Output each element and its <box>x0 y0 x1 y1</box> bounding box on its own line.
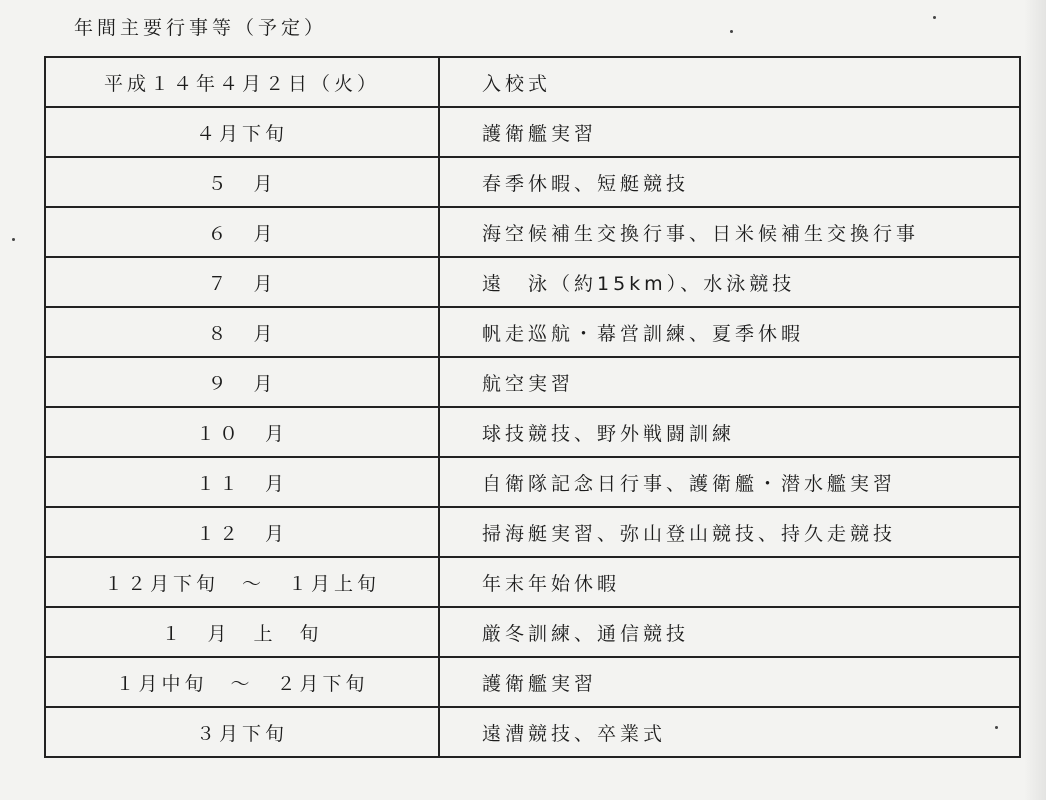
table-row <box>45 557 1020 607</box>
table-row <box>45 607 1020 657</box>
schedule-date: ８ 月 <box>45 307 439 357</box>
scan-speck <box>933 16 936 19</box>
schedule-event: 護衛艦実習 <box>439 657 1020 707</box>
page-title: 年間主要行事等（予定） <box>74 17 328 39</box>
schedule-event: 遠漕競技、卒業式 <box>439 707 1020 757</box>
schedule-date: １１ 月 <box>45 457 439 507</box>
schedule-event: 掃海艇実習、弥山登山競技、持久走競技 <box>439 507 1020 557</box>
table-row <box>45 207 1020 257</box>
table-row <box>45 657 1020 707</box>
table-row <box>45 107 1020 157</box>
schedule-date: 平成１４年４月２日（火） <box>45 57 439 107</box>
table-row <box>45 157 1020 207</box>
schedule-date: ４月下旬 <box>45 107 439 157</box>
table-row <box>45 407 1020 457</box>
annual-schedule-table <box>44 56 1021 758</box>
schedule-date: １ 月 上 旬 <box>45 607 439 657</box>
schedule-date: １２月下旬 ～ １月上旬 <box>45 557 439 607</box>
schedule-date: ５ 月 <box>45 157 439 207</box>
scan-edge-shadow <box>1024 0 1046 800</box>
schedule-event: 年末年始休暇 <box>439 557 1020 607</box>
table-row <box>45 457 1020 507</box>
schedule-event: 護衛艦実習 <box>439 107 1020 157</box>
schedule-date: ６ 月 <box>45 207 439 257</box>
schedule-event: 海空候補生交換行事、日米候補生交換行事 <box>439 207 1020 257</box>
schedule-event: 自衛隊記念日行事、護衛艦・潜水艦実習 <box>439 457 1020 507</box>
schedule-date: １月中旬 ～ ２月下旬 <box>45 657 439 707</box>
schedule-event: 航空実習 <box>439 357 1020 407</box>
schedule-date: ３月下旬 <box>45 707 439 757</box>
schedule-date: ９ 月 <box>45 357 439 407</box>
table-row <box>45 307 1020 357</box>
schedule-event: 厳冬訓練、通信競技 <box>439 607 1020 657</box>
schedule-event: 入校式 <box>439 57 1020 107</box>
schedule-event: 帆走巡航・幕営訓練、夏季休暇 <box>439 307 1020 357</box>
schedule-event: 春季休暇、短艇競技 <box>439 157 1020 207</box>
schedule-date: １２ 月 <box>45 507 439 557</box>
schedule-date: １０ 月 <box>45 407 439 457</box>
table-row <box>45 257 1020 307</box>
table-row <box>45 507 1020 557</box>
scan-speck <box>995 726 998 729</box>
scan-speck <box>730 30 733 33</box>
table-row <box>45 707 1020 757</box>
table-row <box>45 57 1020 107</box>
schedule-event: 球技競技、野外戦闘訓練 <box>439 407 1020 457</box>
schedule-date: ７ 月 <box>45 257 439 307</box>
scan-speck <box>12 238 15 241</box>
table-row <box>45 357 1020 407</box>
schedule-event: 遠 泳（約15km）、水泳競技 <box>439 257 1020 307</box>
